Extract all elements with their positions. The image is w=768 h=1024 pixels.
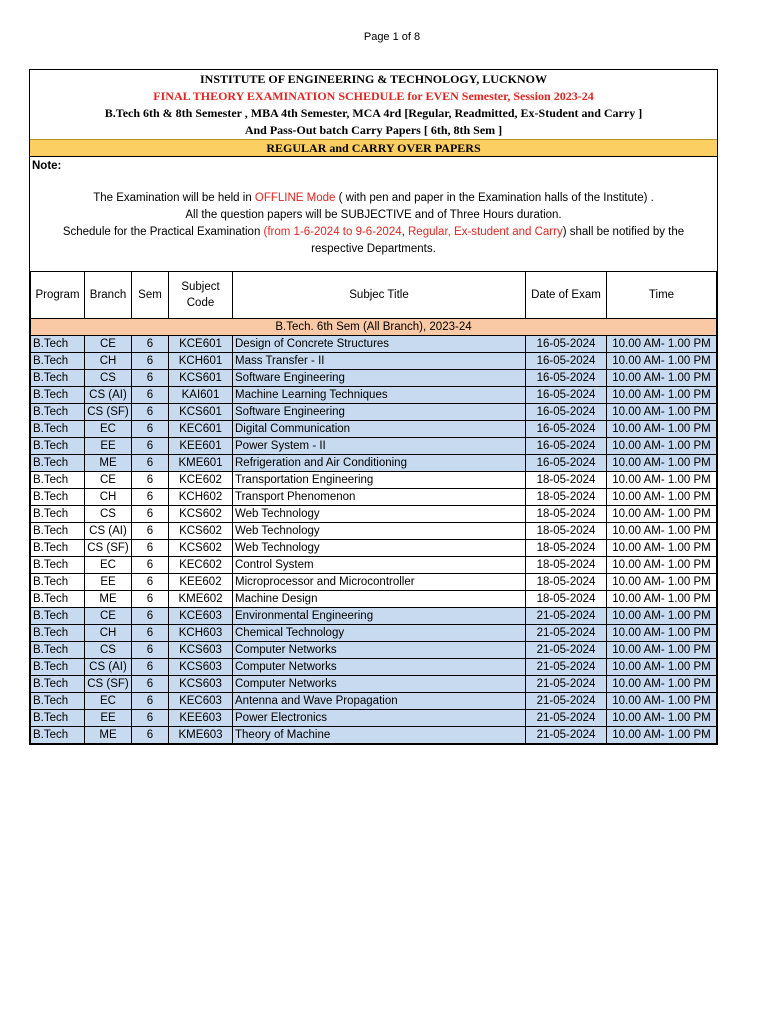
cell-subject-title: Transportation Engineering [233, 472, 526, 489]
cell-date: 16-05-2024 [526, 353, 607, 370]
cell-branch: CS (SF) [85, 540, 132, 557]
cell-sem: 6 [132, 676, 169, 693]
cell-subject-title: Web Technology [233, 506, 526, 523]
table-header-row [31, 272, 717, 319]
note-body [30, 190, 717, 258]
cell-branch: CS (SF) [85, 404, 132, 421]
cell-sem: 6 [132, 353, 169, 370]
table-row [31, 455, 717, 472]
cell-program: B.Tech [31, 710, 85, 727]
cell-program: B.Tech [31, 693, 85, 710]
cell-branch: CH [85, 353, 132, 370]
cell-date: 21-05-2024 [526, 710, 607, 727]
cell-time: 10.00 AM- 1.00 PM [607, 676, 717, 693]
cell-program: B.Tech [31, 336, 85, 353]
cell-branch: CS (SF) [85, 676, 132, 693]
note-text: The Examination will be held in [93, 192, 255, 204]
cell-date: 16-05-2024 [526, 438, 607, 455]
table-row [31, 676, 717, 693]
cell-program: B.Tech [31, 574, 85, 591]
cell-subject-code: KEE603 [169, 710, 233, 727]
cell-time: 10.00 AM- 1.00 PM [607, 642, 717, 659]
cell-sem: 6 [132, 625, 169, 642]
cell-sem: 6 [132, 336, 169, 353]
cell-program: B.Tech [31, 472, 85, 489]
cell-time: 10.00 AM- 1.00 PM [607, 387, 717, 404]
note-text: ) shall be notified by the [562, 226, 685, 238]
page-number: Page 1 of 8 [363, 31, 421, 43]
cell-date: 16-05-2024 [526, 421, 607, 438]
papers-band: REGULAR and CARRY OVER PAPERS [30, 139, 717, 156]
cell-sem: 6 [132, 727, 169, 744]
cell-subject-code: KCS602 [169, 523, 233, 540]
cell-time: 10.00 AM- 1.00 PM [607, 455, 717, 472]
cell-subject-code: KME602 [169, 591, 233, 608]
cell-program: B.Tech [31, 727, 85, 744]
table-row [31, 625, 717, 642]
cell-time: 10.00 AM- 1.00 PM [607, 625, 717, 642]
col-header-program: Program [31, 272, 85, 319]
col-header-sem: Sem [132, 272, 169, 319]
cell-sem: 6 [132, 591, 169, 608]
cell-time: 10.00 AM- 1.00 PM [607, 693, 717, 710]
cell-program: B.Tech [31, 591, 85, 608]
cell-program: B.Tech [31, 659, 85, 676]
table-row [31, 540, 717, 557]
note-line-3 [30, 224, 717, 241]
cell-date: 16-05-2024 [526, 336, 607, 353]
cell-program: B.Tech [31, 676, 85, 693]
schedule-sheet [29, 69, 718, 745]
cell-subject-title: Control System [233, 557, 526, 574]
table-row [31, 608, 717, 625]
cell-branch: CH [85, 625, 132, 642]
cell-branch: CS [85, 370, 132, 387]
cell-subject-code: KCE603 [169, 608, 233, 625]
cell-time: 10.00 AM- 1.00 PM [607, 336, 717, 353]
table-row [31, 727, 717, 744]
cell-time: 10.00 AM- 1.00 PM [607, 659, 717, 676]
cell-subject-title: Theory of Machine [233, 727, 526, 744]
cell-subject-code: KCH603 [169, 625, 233, 642]
cell-branch: ME [85, 727, 132, 744]
cell-time: 10.00 AM- 1.00 PM [607, 489, 717, 506]
cell-sem: 6 [132, 506, 169, 523]
cell-subject-title: Web Technology [233, 523, 526, 540]
cell-date: 18-05-2024 [526, 591, 607, 608]
cell-time: 10.00 AM- 1.00 PM [607, 523, 717, 540]
cell-sem: 6 [132, 523, 169, 540]
note-text: ( with pen and paper in the Examination halls of the Institute) . [335, 192, 654, 204]
cell-sem: 6 [132, 421, 169, 438]
cell-time: 10.00 AM- 1.00 PM [607, 557, 717, 574]
col-header-subject-title: Subjec Title [233, 272, 526, 319]
cell-sem: 6 [132, 370, 169, 387]
cell-date: 21-05-2024 [526, 676, 607, 693]
cell-branch: EE [85, 438, 132, 455]
cell-subject-code: KEE601 [169, 438, 233, 455]
cell-sem: 6 [132, 693, 169, 710]
table-row [31, 693, 717, 710]
cell-time: 10.00 AM- 1.00 PM [607, 404, 717, 421]
cell-subject-code: KCE601 [169, 336, 233, 353]
cell-branch: CE [85, 472, 132, 489]
table-row [31, 710, 717, 727]
cell-date: 18-05-2024 [526, 506, 607, 523]
cell-sem: 6 [132, 540, 169, 557]
cell-date: 21-05-2024 [526, 608, 607, 625]
cell-branch: EC [85, 693, 132, 710]
table-row [31, 336, 717, 353]
practical-dates-text: (from 1-6-2024 to 9-6-2024 [263, 226, 402, 238]
cell-branch: CS (AI) [85, 387, 132, 404]
cell-subject-code: KCS603 [169, 676, 233, 693]
cell-subject-code: KCS602 [169, 506, 233, 523]
cell-subject-title: Computer Networks [233, 676, 526, 693]
table-row [31, 421, 717, 438]
schedule-title: FINAL THEORY EXAMINATION SCHEDULE for EVEN Semester, Session 2023-24 [153, 89, 594, 103]
offline-mode-text: OFFLINE Mode [254, 192, 336, 204]
cell-program: B.Tech [31, 642, 85, 659]
institute-title: INSTITUTE OF ENGINEERING & TECHNOLOGY, LUCKNOW [200, 72, 547, 86]
programs-line: B.Tech 6th & 8th Semester , MBA 4th Semester, MCA 4rd [Regular, Readmitted, Ex-Student and Carry ] [104, 106, 643, 120]
cell-subject-code: KCS601 [169, 370, 233, 387]
cell-branch: CE [85, 608, 132, 625]
cell-subject-code: KCH601 [169, 353, 233, 370]
cell-subject-title: Software Engineering [233, 370, 526, 387]
cell-branch: CS (AI) [85, 523, 132, 540]
cell-subject-title: Microprocessor and Microcontroller [233, 574, 526, 591]
cell-time: 10.00 AM- 1.00 PM [607, 540, 717, 557]
cell-time: 10.00 AM- 1.00 PM [607, 574, 717, 591]
cell-branch: ME [85, 455, 132, 472]
cell-subject-code: KCE602 [169, 472, 233, 489]
cell-sem: 6 [132, 472, 169, 489]
cell-program: B.Tech [31, 455, 85, 472]
cell-subject-title: Computer Networks [233, 642, 526, 659]
note-line-4: respective Departments. [311, 243, 436, 255]
cell-date: 16-05-2024 [526, 387, 607, 404]
col-header-time: Time [607, 272, 717, 319]
cell-branch: EE [85, 710, 132, 727]
cell-program: B.Tech [31, 370, 85, 387]
cell-branch: CE [85, 336, 132, 353]
cell-sem: 6 [132, 608, 169, 625]
cell-sem: 6 [132, 642, 169, 659]
table-row [31, 506, 717, 523]
cell-date: 18-05-2024 [526, 557, 607, 574]
cell-time: 10.00 AM- 1.00 PM [607, 608, 717, 625]
col-header-branch: Branch [85, 272, 132, 319]
cell-branch: ME [85, 591, 132, 608]
cell-subject-code: KEE602 [169, 574, 233, 591]
cell-sem: 6 [132, 659, 169, 676]
cell-time: 10.00 AM- 1.00 PM [607, 421, 717, 438]
cell-subject-title: Antenna and Wave Propagation [233, 693, 526, 710]
table-row [31, 591, 717, 608]
table-row [31, 472, 717, 489]
cell-subject-title: Power System - II [233, 438, 526, 455]
cell-subject-title: Refrigeration and Air Conditioning [233, 455, 526, 472]
cell-program: B.Tech [31, 438, 85, 455]
table-row [31, 523, 717, 540]
col-header-subject-code: Subject Code [169, 272, 233, 319]
cell-subject-title: Machine Design [233, 591, 526, 608]
notes-section [30, 156, 717, 271]
cell-time: 10.00 AM- 1.00 PM [607, 710, 717, 727]
table-row [31, 438, 717, 455]
cell-date: 21-05-2024 [526, 693, 607, 710]
table-row [31, 642, 717, 659]
cell-date: 18-05-2024 [526, 472, 607, 489]
cell-sem: 6 [132, 404, 169, 421]
cell-program: B.Tech [31, 404, 85, 421]
cell-program: B.Tech [31, 421, 85, 438]
cell-date: 18-05-2024 [526, 523, 607, 540]
cell-subject-title: Chemical Technology [233, 625, 526, 642]
cell-branch: CS (AI) [85, 659, 132, 676]
passout-line: And Pass-Out batch Carry Papers [ 6th, 8th Sem ] [244, 123, 503, 137]
cell-branch: EC [85, 557, 132, 574]
cell-subject-code: KEC603 [169, 693, 233, 710]
cell-subject-code: KEC601 [169, 421, 233, 438]
note-label: Note: [32, 160, 62, 172]
cell-branch: EC [85, 421, 132, 438]
cell-subject-title: Environmental Engineering [233, 608, 526, 625]
col-header-date: Date of Exam [526, 272, 607, 319]
cell-sem: 6 [132, 489, 169, 506]
section-row [31, 319, 717, 336]
cell-date: 16-05-2024 [526, 404, 607, 421]
table-row [31, 489, 717, 506]
cell-program: B.Tech [31, 625, 85, 642]
cell-sem: 6 [132, 710, 169, 727]
cell-date: 18-05-2024 [526, 489, 607, 506]
cell-date: 18-05-2024 [526, 574, 607, 591]
cell-program: B.Tech [31, 523, 85, 540]
cell-subject-title: Digital Communication [233, 421, 526, 438]
cell-subject-title: Computer Networks [233, 659, 526, 676]
cell-date: 21-05-2024 [526, 659, 607, 676]
cell-date: 21-05-2024 [526, 642, 607, 659]
cell-program: B.Tech [31, 540, 85, 557]
cell-time: 10.00 AM- 1.00 PM [607, 438, 717, 455]
cell-sem: 6 [132, 438, 169, 455]
cell-date: 16-05-2024 [526, 370, 607, 387]
cell-subject-title: Design of Concrete Structures [233, 336, 526, 353]
table-row [31, 404, 717, 421]
cell-time: 10.00 AM- 1.00 PM [607, 506, 717, 523]
table-row [31, 353, 717, 370]
cell-date: 18-05-2024 [526, 540, 607, 557]
exam-schedule-table [30, 271, 717, 744]
cell-subject-code: KCS603 [169, 642, 233, 659]
cell-subject-code: KCS602 [169, 540, 233, 557]
cell-subject-code: KEC602 [169, 557, 233, 574]
cell-subject-title: Machine Learning Techniques [233, 387, 526, 404]
note-text: Schedule for the Practical Examination [62, 226, 264, 238]
cell-branch: CH [85, 489, 132, 506]
cell-program: B.Tech [31, 557, 85, 574]
section-title: B.Tech. 6th Sem (All Branch), 2023-24 [31, 319, 717, 336]
cell-subject-title: Transport Phenomenon [233, 489, 526, 506]
cell-subject-title: Software Engineering [233, 404, 526, 421]
cell-subject-code: KCS601 [169, 404, 233, 421]
cell-subject-code: KCS603 [169, 659, 233, 676]
cell-subject-title: Mass Transfer - II [233, 353, 526, 370]
note-line-1 [30, 190, 717, 207]
table-row [31, 387, 717, 404]
cell-time: 10.00 AM- 1.00 PM [607, 353, 717, 370]
cell-program: B.Tech [31, 489, 85, 506]
cell-subject-code: KME601 [169, 455, 233, 472]
table-row [31, 557, 717, 574]
note-text: , [401, 226, 408, 238]
cell-subject-title: Power Electronics [233, 710, 526, 727]
cell-branch: CS [85, 642, 132, 659]
cell-date: 21-05-2024 [526, 625, 607, 642]
cell-subject-title: Web Technology [233, 540, 526, 557]
cell-subject-code: KCH602 [169, 489, 233, 506]
table-row [31, 659, 717, 676]
cell-sem: 6 [132, 557, 169, 574]
cell-time: 10.00 AM- 1.00 PM [607, 591, 717, 608]
cell-program: B.Tech [31, 608, 85, 625]
cell-branch: CS [85, 506, 132, 523]
cell-subject-code: KAI601 [169, 387, 233, 404]
cell-subject-code: KME603 [169, 727, 233, 744]
table-row [31, 574, 717, 591]
cell-program: B.Tech [31, 387, 85, 404]
cell-date: 16-05-2024 [526, 455, 607, 472]
cell-sem: 6 [132, 387, 169, 404]
cell-sem: 6 [132, 455, 169, 472]
cell-time: 10.00 AM- 1.00 PM [607, 727, 717, 744]
note-line-2: All the question papers will be SUBJECTIVE and of Three Hours duration. [185, 209, 562, 221]
practical-students-text: Regular, Ex-student and Carry [408, 226, 563, 238]
cell-time: 10.00 AM- 1.00 PM [607, 370, 717, 387]
cell-branch: EE [85, 574, 132, 591]
cell-time: 10.00 AM- 1.00 PM [607, 472, 717, 489]
table-row [31, 370, 717, 387]
cell-sem: 6 [132, 574, 169, 591]
cell-date: 21-05-2024 [526, 727, 607, 744]
cell-program: B.Tech [31, 353, 85, 370]
cell-program: B.Tech [31, 506, 85, 523]
